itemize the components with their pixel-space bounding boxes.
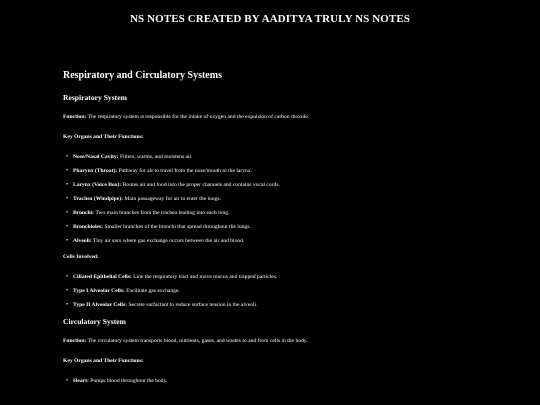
respiratory-cells-label: Cells Involved: <box>63 254 99 260</box>
cell-desc: Secrete surfactant to reduce surface tension in the alveoli. <box>128 302 258 308</box>
respiratory-cells-list <box>63 273 483 309</box>
organ-term: Heart: <box>73 378 89 384</box>
cell-term: Type I Alveolar Cells: <box>73 288 125 294</box>
bullet-icon: • <box>66 274 69 280</box>
organ-term: Pharynx (Throat): <box>73 168 118 174</box>
bullet-icon: • <box>66 154 69 160</box>
bullet-icon: • <box>66 182 69 188</box>
list-item <box>66 167 483 175</box>
cell-desc: Facilitate gas exchange. <box>126 288 180 294</box>
organ-desc: Tiny air sacs where gas exchange occurs between the air and blood. <box>92 238 245 244</box>
respiratory-function-text: The respiratory system is responsible for the intake of oxygen and the expulsion of carbon dioxide. <box>87 114 310 120</box>
respiratory-function-label: Function: <box>63 114 87 120</box>
bullet-icon: • <box>66 196 69 202</box>
circulatory-function-text: The circulatory system transports blood, nutrients, gases, and wastes to and from cells in the body. <box>87 338 308 344</box>
organ-desc: Main passageway for air to enter the lungs. <box>124 196 222 202</box>
organ-desc: Pumps blood throughout the body. <box>90 378 168 384</box>
list-item <box>66 153 483 161</box>
organ-desc: Smaller branches of the bronchi that spread throughout the lungs. <box>104 224 251 230</box>
respiratory-function <box>63 113 483 121</box>
bullet-icon: • <box>66 224 69 230</box>
list-item <box>66 181 483 189</box>
organ-desc: Two main branches from the trachea leading into each lung. <box>95 210 230 216</box>
list-item <box>66 237 483 245</box>
organ-term: Nose/Nasal Cavity: <box>73 154 119 160</box>
circulatory-function-label: Function: <box>63 338 87 344</box>
organ-term: Bronchioles: <box>73 224 104 230</box>
circulatory-function <box>63 337 483 345</box>
respiratory-heading: Respiratory System <box>63 93 127 102</box>
organ-desc: Pathway for air to travel from the nose/mouth to the larynx. <box>118 168 253 174</box>
list-item <box>66 377 483 385</box>
list-item <box>66 301 483 309</box>
bullet-icon: • <box>66 302 69 308</box>
bullet-icon: • <box>66 168 69 174</box>
cell-term: Ciliated Epithelial Cells: <box>73 274 132 280</box>
organ-term: Larynx (Voice Box): <box>73 182 122 188</box>
organ-term: Alveoli: <box>73 238 92 244</box>
document-content <box>63 70 483 393</box>
bullet-icon: • <box>66 288 69 294</box>
list-item <box>66 195 483 203</box>
cell-desc: Line the respiratory tract and move mucus and trapped particles. <box>133 274 278 280</box>
list-item <box>66 287 483 295</box>
circulatory-organs-label: Key Organs and Their Functions: <box>63 358 144 364</box>
document-title: Respiratory and Circulatory Systems <box>63 70 222 81</box>
organ-desc: Routes air and food into the proper channels and contains vocal cords. <box>122 182 280 188</box>
banner-title: NS NOTES CREATED BY AADITYA TRULY NS NOTES <box>130 13 410 25</box>
bullet-icon: • <box>66 210 69 216</box>
bullet-icon: • <box>66 378 69 384</box>
respiratory-organs-list <box>63 153 483 245</box>
list-item <box>66 209 483 217</box>
circulatory-organs-list <box>63 377 483 385</box>
list-item <box>66 223 483 231</box>
list-item <box>66 273 483 281</box>
respiratory-organs-label: Key Organs and Their Functions: <box>63 134 144 140</box>
cell-term: Type II Alveolar Cells: <box>73 302 128 308</box>
organ-term: Trachea (Windpipe): <box>73 196 123 202</box>
bullet-icon: • <box>66 238 69 244</box>
circulatory-heading: Circulatory System <box>63 317 126 326</box>
organ-term: Bronchi: <box>73 210 95 216</box>
organ-desc: Filters, warms, and moistens air. <box>119 154 193 160</box>
